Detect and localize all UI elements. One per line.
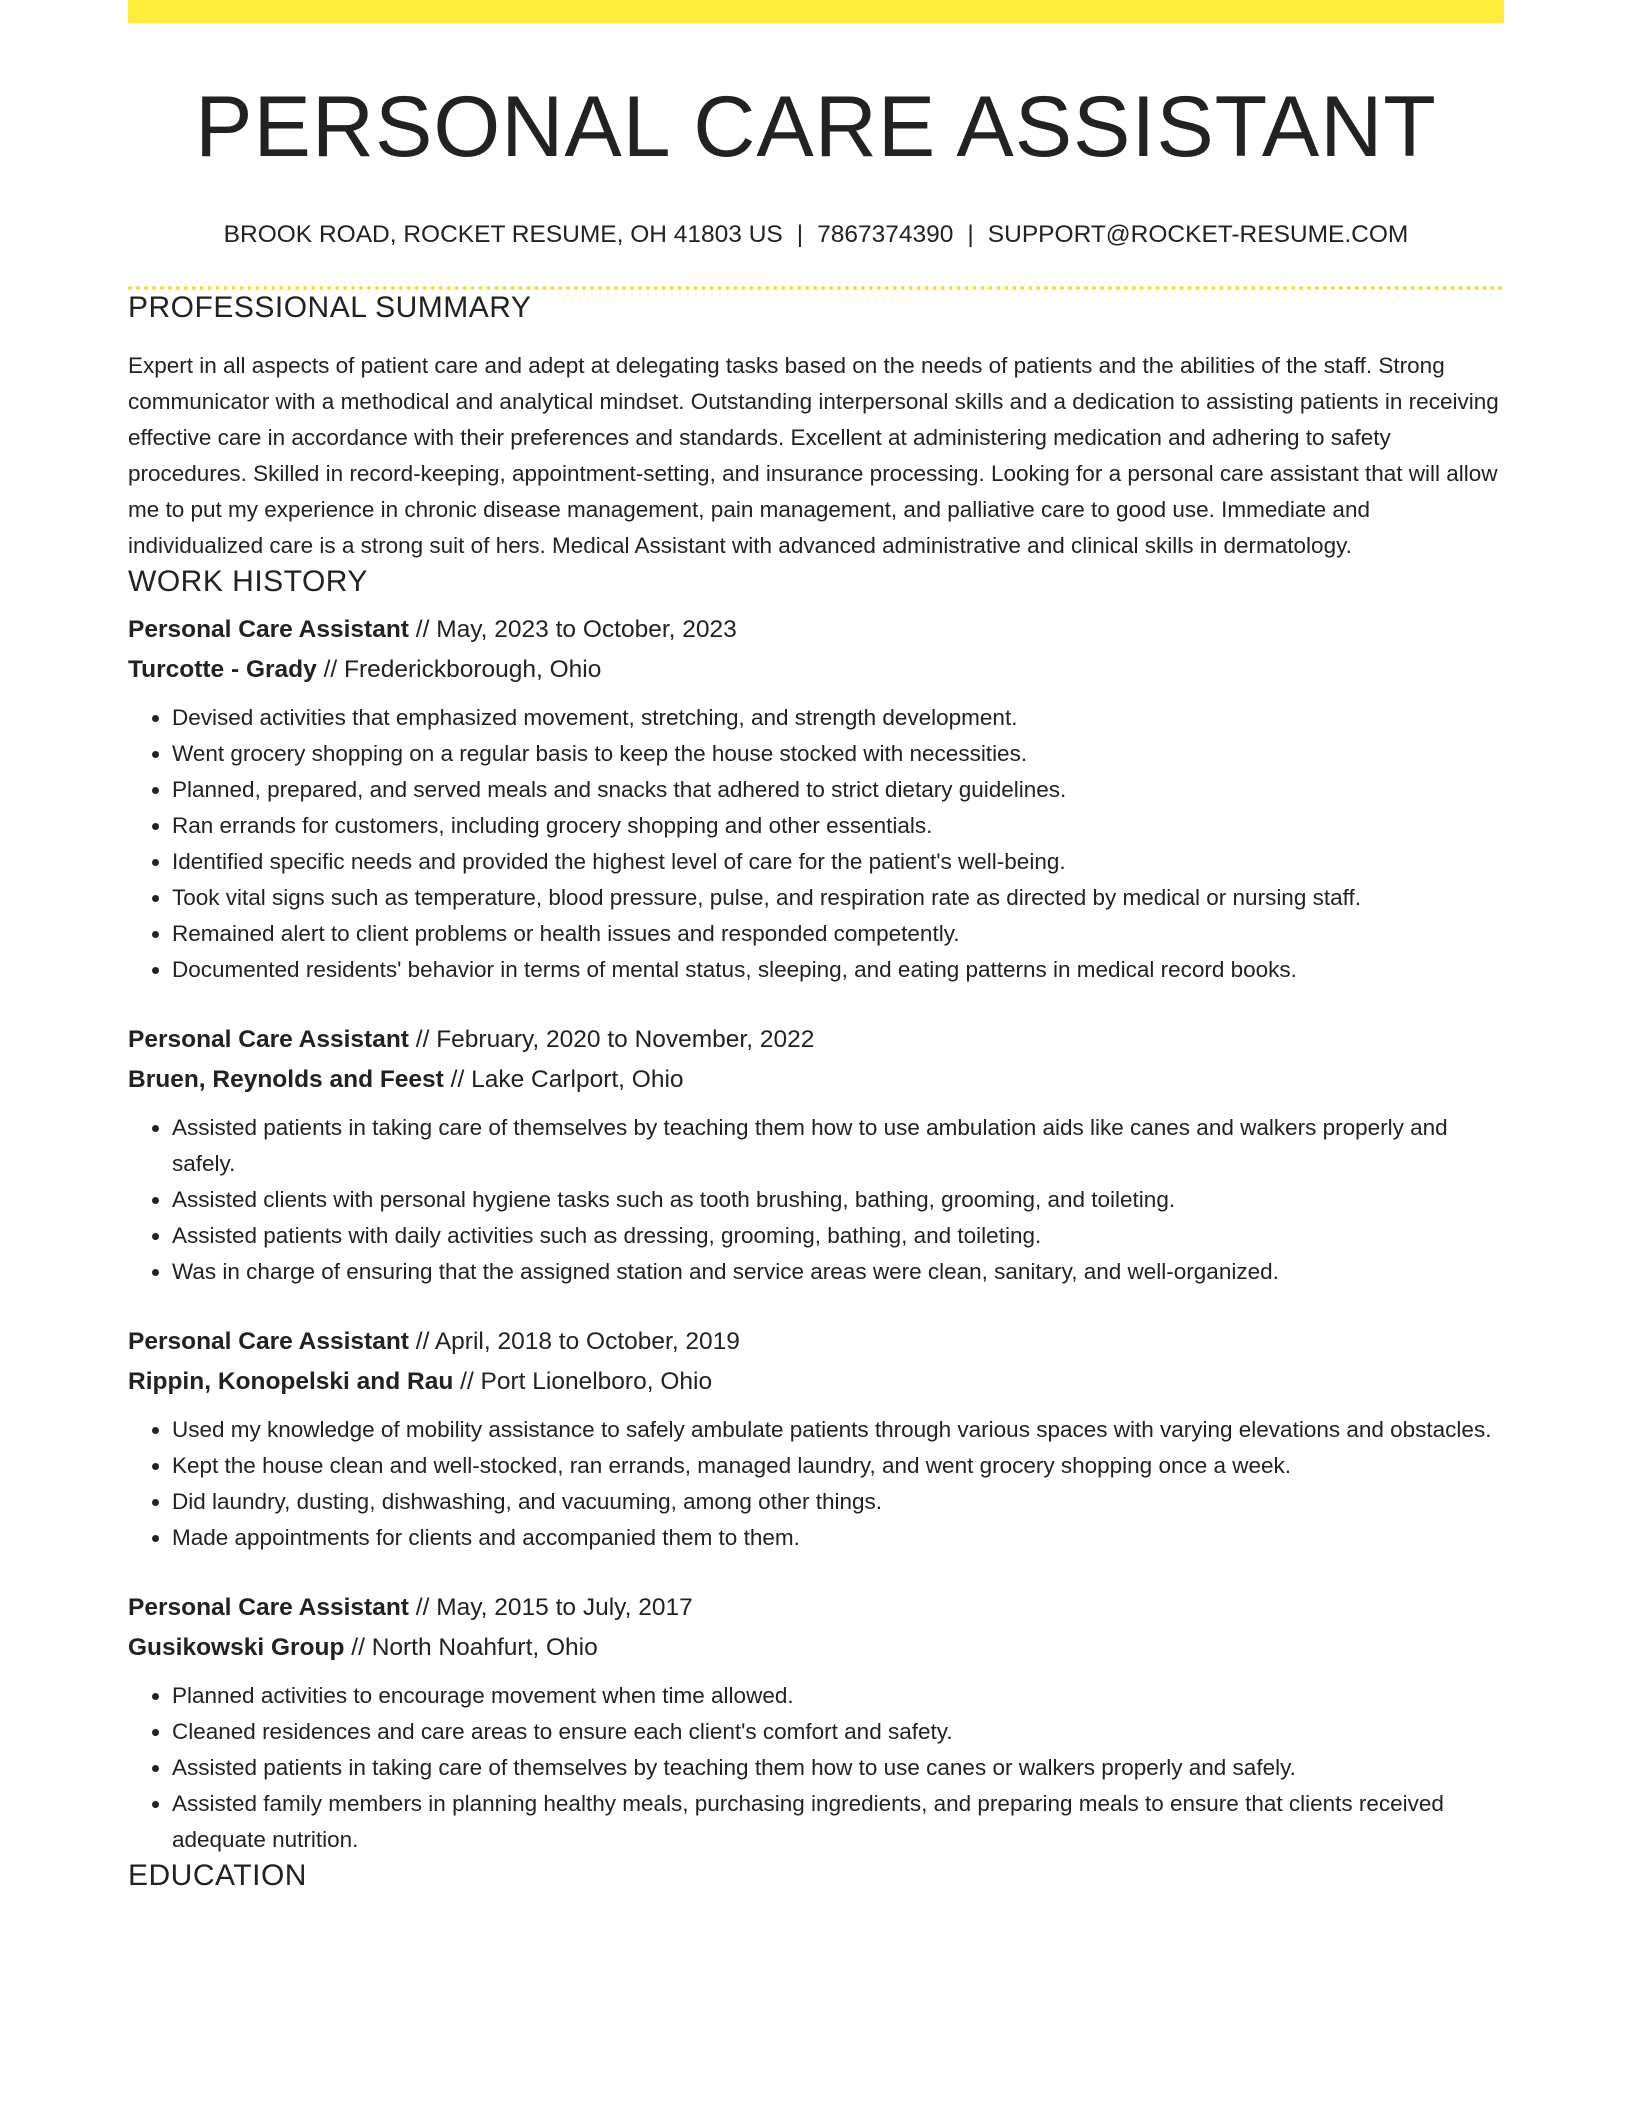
job-bullet: • Documented residents' behavior in terms of mental status, sleeping, and eating patterns in medical record books. — [172, 952, 1504, 988]
job-bullet: • Devised activities that emphasized movement, stretching, and strength development. — [172, 700, 1504, 736]
job-bullet-list — [128, 1412, 1504, 1556]
job-bullet: • Kept the house clean and well-stocked, ran errands, managed laundry, and went grocery shopping once a week. — [172, 1448, 1504, 1484]
resume-name: PERSONAL CARE ASSISTANT — [195, 79, 1437, 175]
contact-separator: | — [796, 220, 804, 248]
job-title-line — [128, 1588, 1504, 1628]
job-bullet: • Assisted patients in taking care of themselves by teaching them how to use canes or walkers properly and safely. — [172, 1750, 1504, 1786]
job-title-line — [128, 610, 1504, 650]
job-role: Personal Care Assistant — [128, 1593, 409, 1621]
contact-phone: 7867374390 — [817, 220, 954, 248]
contact-email: SUPPORT@ROCKET-RESUME.COM — [987, 220, 1409, 248]
job-location: // Port Lionelboro, Ohio — [453, 1367, 713, 1395]
job-bullet: • Was in charge of ensuring that the assigned station and service areas were clean, sanitary, and well-organized. — [172, 1254, 1504, 1290]
job-dates: // February, 2020 to November, 2022 — [408, 1025, 815, 1053]
job-bullet: • Assisted patients in taking care of themselves by teaching them how to use ambulation aids like canes and walkers properly and safely. — [172, 1110, 1504, 1182]
summary-text: Expert in all aspects of patient care and adept at delegating tasks based on the needs of patients and the abilities of the staff. Strong communicator with a methodical and analytical mindset. Outstanding interpersonal skills and a dedication to assisting patients in receiving effective care in accordance with their preferences and standards. Excellent at administering medication and adhering to safety procedures. Skilled in record-keeping, appointment-setting, and insurance processing. Looking for a personal care assistant that will allow me to put my experience in chronic disease management, pain management, and palliative care to good use. Immediate and individualized care is a strong suit of hers. Medical Assistant with advanced administrative and clinical skills in dermatology. — [128, 352, 1499, 558]
job-bullet: • Remained alert to client problems or health issues and responded competently. — [172, 916, 1504, 952]
job-bullet-list — [128, 1110, 1504, 1290]
job-title-line — [128, 1020, 1504, 1060]
job-role: Personal Care Assistant — [128, 1327, 409, 1355]
job-title-line — [128, 1322, 1504, 1362]
job-location: // North Noahfurt, Ohio — [344, 1633, 598, 1661]
accent-top-bar — [128, 0, 1504, 23]
job-bullet: • Assisted family members in planning healthy meals, purchasing ingredients, and preparing meals to ensure that clients received adequate nutrition. — [172, 1786, 1504, 1858]
job-dates: // April, 2018 to October, 2019 — [408, 1327, 740, 1355]
job-bullet-list — [128, 1678, 1504, 1858]
contact-line — [128, 220, 1504, 249]
job-bullet: • Identified specific needs and provided the highest level of care for the patient's well-being. — [172, 844, 1504, 880]
job-bullet: • Ran errands for customers, including grocery shopping and other essentials. — [172, 808, 1504, 844]
job-company: Rippin, Konopelski and Rau — [128, 1367, 454, 1395]
job-company-line — [128, 1628, 1504, 1668]
job-company-line — [128, 650, 1504, 690]
job-company: Turcotte - Grady — [128, 655, 317, 683]
job-bullet: • Assisted patients with daily activities such as dressing, grooming, bathing, and toileting. — [172, 1218, 1504, 1254]
job-bullet: • Did laundry, dusting, dishwashing, and vacuuming, among other things. — [172, 1484, 1504, 1520]
work-history-list — [128, 610, 1504, 1858]
job-dates: // May, 2023 to October, 2023 — [408, 615, 737, 643]
job-bullet: • Took vital signs such as temperature, blood pressure, pulse, and respiration rate as directed by medical or nursing staff. — [172, 880, 1504, 916]
job-entry — [128, 610, 1504, 988]
job-bullet: • Cleaned residences and care areas to ensure each client's comfort and safety. — [172, 1714, 1504, 1750]
job-bullet: • Went grocery shopping on a regular basis to keep the house stocked with necessities. — [172, 736, 1504, 772]
job-entry — [128, 1322, 1504, 1556]
job-company-line — [128, 1362, 1504, 1402]
job-company-line — [128, 1060, 1504, 1100]
contact-separator: | — [967, 220, 974, 248]
job-bullet: • Used my knowledge of mobility assistance to safely ambulate patients through various spaces with varying elevations and obstacles. — [172, 1412, 1504, 1448]
work-history-heading: WORK HISTORY — [128, 564, 368, 598]
job-bullet-list — [128, 700, 1504, 988]
summary-heading: PROFESSIONAL SUMMARY — [128, 290, 532, 324]
job-dates: // May, 2015 to July, 2017 — [408, 1593, 693, 1621]
job-location: // Frederickborough, Ohio — [316, 655, 602, 683]
job-role: Personal Care Assistant — [128, 1025, 409, 1053]
job-company: Bruen, Reynolds and Feest — [128, 1065, 444, 1093]
education-heading: EDUCATION — [128, 1858, 307, 1892]
job-role: Personal Care Assistant — [128, 615, 409, 643]
job-bullet: • Planned, prepared, and served meals and snacks that adhered to strict dietary guidelines. — [172, 772, 1504, 808]
job-entry — [128, 1588, 1504, 1858]
job-entry — [128, 1020, 1504, 1290]
job-bullet: • Planned activities to encourage movement when time allowed. — [172, 1678, 1504, 1714]
job-location: // Lake Carlport, Ohio — [443, 1065, 684, 1093]
resume-page — [128, 0, 1504, 1894]
job-company: Gusikowski Group — [128, 1633, 345, 1661]
contact-address: BROOK ROAD, ROCKET RESUME, OH 41803 US — [223, 220, 783, 248]
job-bullet: • Made appointments for clients and accompanied them to them. — [172, 1520, 1504, 1556]
job-bullet: • Assisted clients with personal hygiene tasks such as tooth brushing, bathing, grooming, and toileting. — [172, 1182, 1504, 1218]
